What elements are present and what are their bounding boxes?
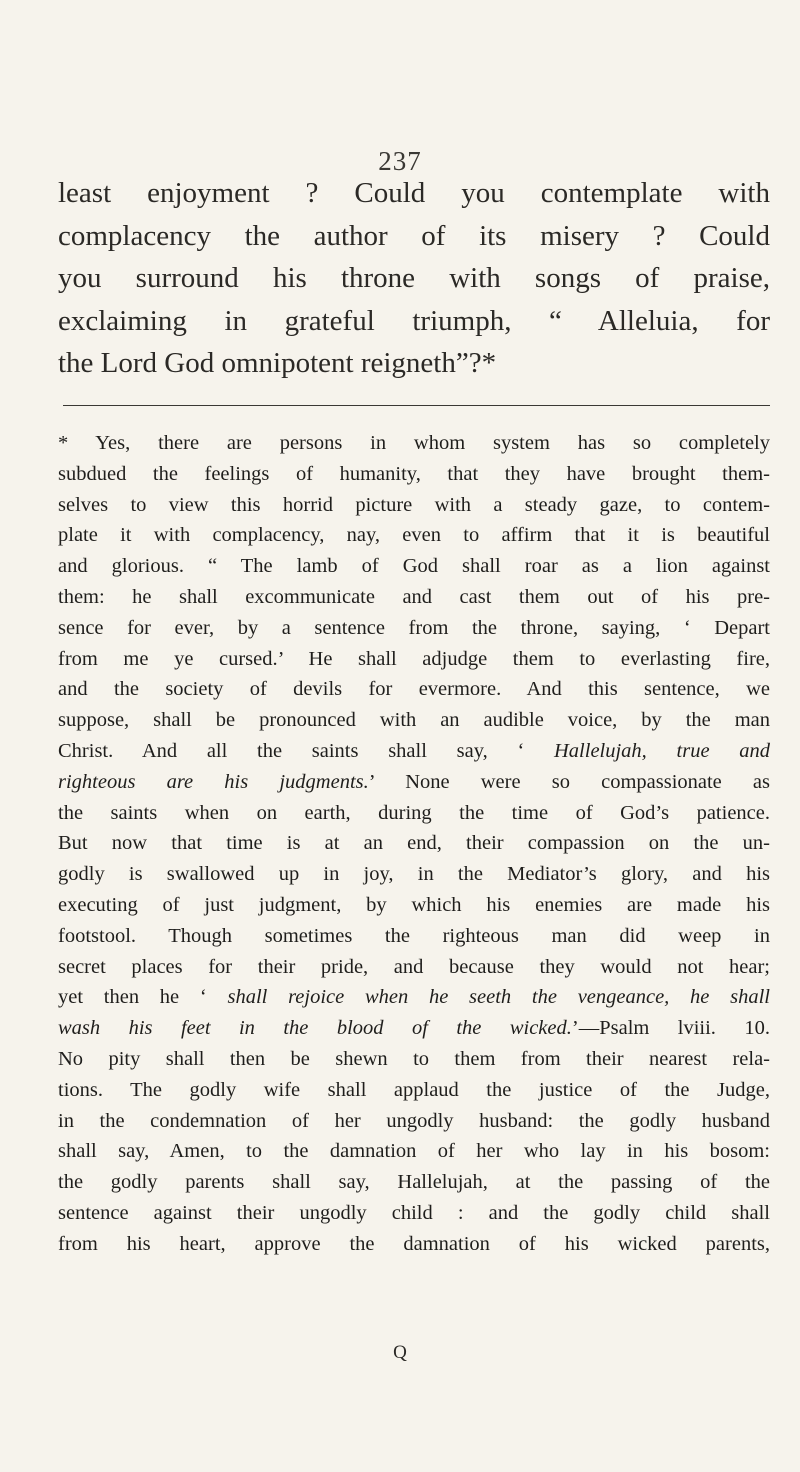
page-number: 237 (378, 146, 422, 176)
main-text-block (58, 172, 770, 385)
signature-mark: Q (393, 1342, 407, 1363)
footnote-line: selves to view this horrid picture with a steady gaze, to contem- (58, 493, 770, 516)
footnote-divider (63, 405, 770, 406)
footnote-line: * Yes, there are persons in whom system has so completely (58, 432, 770, 454)
footnote-line: sentence against their ungodly child : and the godly child shall (58, 1201, 770, 1224)
footnote-line: sence for ever, by a sentence from the throne, saying, ‘ Depart (58, 616, 770, 639)
footnote-line: them: he shall excommunicate and cast them out of his pre- (58, 585, 770, 608)
main-text-line: complacency the author of its misery ? Could (58, 219, 770, 252)
footnote-line: from me ye cursed.’ He shall adjudge them to everlasting fire, (58, 647, 770, 670)
footnote-block (58, 428, 770, 1260)
footnote-line: godly is swallowed up in joy, in the Mediator’s glory, and his (58, 863, 770, 886)
footnote-line: and glorious. “ The lamb of God shall roar as a lion against (58, 555, 770, 578)
footnote-line: secret places for their pride, and because they would not hear; (58, 955, 770, 978)
footnote-line: But now that time is at an end, their compassion on the un- (58, 832, 770, 855)
footnote-line: and the society of devils for evermore. And this sentence, we (58, 678, 770, 701)
footnote-line: suppose, shall be pronounced with an audible voice, by the man (58, 709, 770, 732)
footnote-line: righteous are his judgments.’ None were so compassionate as (58, 770, 770, 793)
footnote-line: plate it with complacency, nay, even to affirm that it is beautiful (58, 524, 770, 547)
footnote-line: footstool. Though sometimes the righteous man did weep in (58, 924, 770, 947)
footnote-line: from his heart, approve the damnation of his wicked parents, (58, 1232, 770, 1255)
footnote-line: the godly parents shall say, Hallelujah, at the passing of the (58, 1171, 770, 1194)
footnote-line: wash his feet in the blood of the wicked.’—Psalm lviii. 10. (58, 1017, 770, 1040)
footnote-line: the saints when on earth, during the time of God’s patience. (58, 801, 770, 824)
main-text-line: exclaiming in grateful triumph, “ Alleluia, for (58, 304, 770, 337)
main-text-line: least enjoyment ? Could you contemplate with (58, 177, 770, 209)
footnote-line: yet then he ‘ shall rejoice when he seeth the vengeance, he shall (58, 986, 771, 1009)
footnote-line: subdued the feelings of humanity, that they have brought them- (58, 462, 770, 485)
footnote-line: in the condemnation of her ungodly husband: the godly husband (58, 1109, 770, 1132)
main-text-line: you surround his throne with songs of praise, (58, 262, 770, 294)
footnote-line: No pity shall then be shewn to them from their nearest rela- (58, 1047, 770, 1070)
footnote-line: tions. The godly wife shall applaud the justice of the Judge, (58, 1078, 770, 1101)
footnote-line: shall say, Amen, to the damnation of her who lay in his bosom: (58, 1140, 770, 1163)
main-text-line: the Lord God omnipotent reigneth”?* (58, 347, 497, 379)
footnote-line: executing of just judgment, by which his enemies are made his (58, 893, 770, 916)
footnote-line: Christ. And all the saints shall say, ‘ Hallelujah, true and (58, 739, 771, 762)
